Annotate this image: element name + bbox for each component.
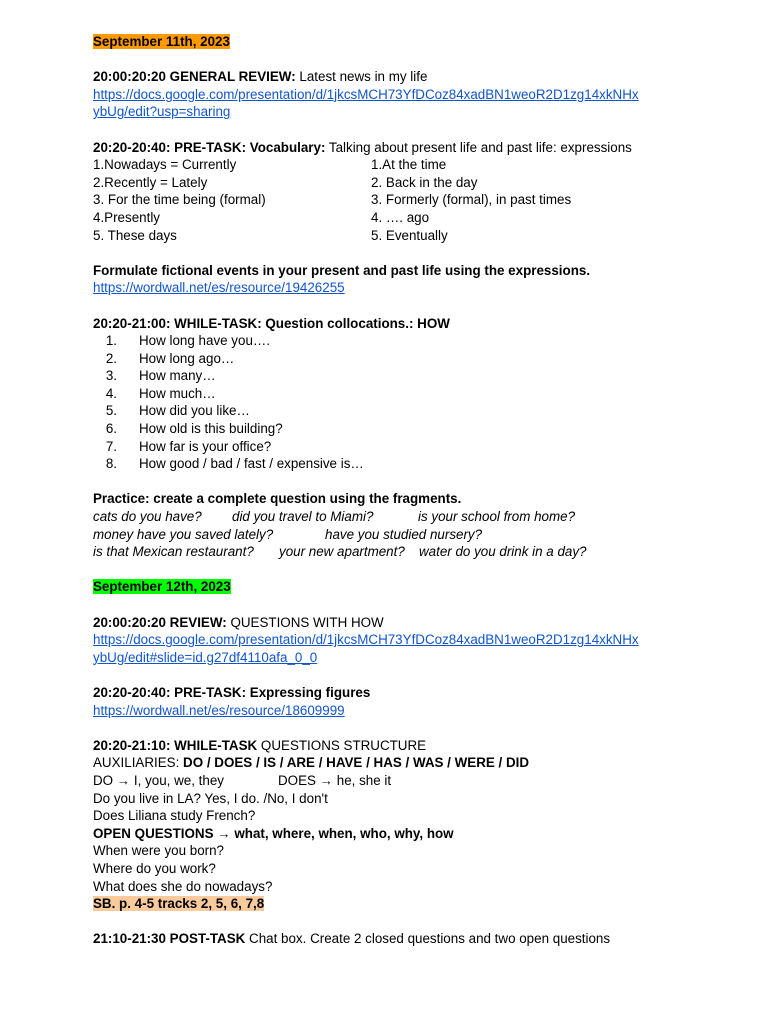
auxiliaries-row bbox=[93, 754, 733, 772]
whiletask-heading: 20:20-21:00: WHILE-TASK: Question collocations.: HOW bbox=[93, 315, 450, 331]
review-row bbox=[93, 614, 733, 632]
how-question-list bbox=[93, 332, 733, 473]
posttask-text: Chat box. Create 2 closed questions and two open questions bbox=[245, 931, 611, 947]
vocab-left-item: 2.Recently = Lately bbox=[93, 174, 208, 190]
fragment: your new apartment? bbox=[279, 544, 405, 560]
document-page bbox=[93, 33, 733, 948]
vocab-right-item: 5. Eventually bbox=[371, 227, 448, 243]
fragment: water do you drink in a day? bbox=[419, 544, 587, 560]
general-review-row bbox=[93, 68, 733, 86]
date-heading: September 11th, 2023 bbox=[93, 34, 230, 49]
list-item: 4. How much… bbox=[105, 385, 216, 401]
vocab-right-item: 1.At the time bbox=[371, 157, 447, 173]
list-item: 1. How long have you…. bbox=[105, 333, 271, 349]
pretask-heading: 20:20-20:40: PRE-TASK: Vocabulary: bbox=[93, 139, 326, 155]
whiletask-heading: 20:20-21:10: WHILE-TASK bbox=[93, 737, 258, 753]
pretask-row bbox=[93, 139, 733, 157]
example-line: Does Liliana study French? bbox=[93, 808, 256, 824]
slides-link[interactable]: https://docs.google.com/presentation/d/1jkcsMCH73YfDCoz84xadBN1weoR2D1zg14xkNHx bbox=[93, 632, 639, 648]
pretask-text: Talking about present life and past life: expressions bbox=[325, 139, 632, 155]
date-row bbox=[93, 33, 733, 51]
vocab-left-item: 1.Nowadays = Currently bbox=[93, 157, 237, 173]
review-heading: 20:00:20:20 REVIEW: bbox=[93, 614, 227, 630]
fragment: did you travel to Miami? bbox=[232, 509, 374, 525]
pretask-heading: 20:20-20:40: PRE-TASK: Expressing figures bbox=[93, 684, 371, 700]
practice-heading: Practice: create a complete question using the fragments. bbox=[93, 491, 462, 507]
example-line: What does she do nowadays? bbox=[93, 878, 273, 894]
auxiliaries-label: AUXILIARIES: bbox=[93, 755, 184, 771]
date-row bbox=[93, 578, 733, 596]
fragment-row bbox=[93, 508, 733, 526]
do-line: DO → I, you, we, they bbox=[93, 772, 224, 788]
open-questions-heading: OPEN QUESTIONS → what, where, when, who, why, how bbox=[93, 825, 454, 841]
fragment-row bbox=[93, 543, 733, 561]
general-review-heading: 20:00:20:20 GENERAL REVIEW: bbox=[93, 69, 296, 85]
sb-row bbox=[93, 895, 733, 913]
list-item: 2. How long ago… bbox=[105, 350, 235, 366]
auxiliaries-list: DO / DOES / IS / ARE / HAVE / HAS / WAS / WERE / DID bbox=[183, 755, 530, 771]
fragment: is that Mexican restaurant? bbox=[93, 544, 254, 560]
example-line: Where do you work? bbox=[93, 860, 216, 876]
whiletask-row bbox=[93, 737, 733, 755]
list-item: 5. How did you like… bbox=[105, 403, 250, 419]
fragment: money have you saved lately? bbox=[93, 526, 274, 542]
vocab-right-item: 2. Back in the day bbox=[371, 174, 478, 190]
posttask-row bbox=[93, 930, 733, 948]
example-line: When were you born? bbox=[93, 843, 225, 859]
fragment-row bbox=[93, 526, 733, 544]
list-item: 6. How old is this building? bbox=[105, 421, 283, 437]
whiletask-text: QUESTIONS STRUCTURE bbox=[257, 737, 427, 753]
list-item: 7. How far is your office? bbox=[105, 438, 272, 454]
slides-link[interactable]: https://docs.google.com/presentation/d/1jkcsMCH73YfDCoz84xadBN1weoR2D1zg14xkNHx bbox=[93, 86, 639, 102]
posttask-heading: 21:10-21:30 POST-TASK bbox=[93, 931, 246, 947]
formulate-heading: Formulate fictional events in your present and past life using the expressions. bbox=[93, 262, 591, 278]
vocab-left-item: 4.Presently bbox=[93, 209, 160, 225]
fragment: is your school from home? bbox=[418, 509, 576, 525]
wordwall-link[interactable]: https://wordwall.net/es/resource/19426255 bbox=[93, 280, 345, 296]
slides-link-cont[interactable]: ybUg/edit?usp=sharing bbox=[93, 104, 231, 120]
sb-tracks: SB. p. 4-5 tracks 2, 5, 6, 7,8 bbox=[93, 896, 265, 912]
slides-link-cont[interactable]: ybUg/edit#slide=id.g27df4110afa_0_0 bbox=[93, 649, 318, 665]
review-text: QUESTIONS WITH HOW bbox=[226, 614, 384, 630]
vocab-left-item: 5. These days bbox=[93, 227, 177, 243]
do-does-row bbox=[93, 772, 733, 790]
fragment: have you studied nursery? bbox=[325, 526, 483, 542]
vocab-right-item: 4. …. ago bbox=[371, 209, 430, 225]
vocab-right-item: 3. Formerly (formal), in past times bbox=[371, 192, 572, 208]
fragment: cats do you have? bbox=[93, 509, 202, 525]
vocab-left-item: 3. For the time being (formal) bbox=[93, 192, 266, 208]
list-item: 8. How good / bad / fast / expensive is… bbox=[105, 456, 364, 472]
example-line: Do you live in LA? Yes, I do. /No, I don't bbox=[93, 790, 328, 806]
general-review-text: Latest news in my life bbox=[295, 69, 428, 85]
does-line: DOES → he, she it bbox=[278, 772, 392, 788]
list-item: 3. How many… bbox=[105, 368, 216, 384]
date-heading: September 12th, 2023 bbox=[93, 579, 231, 595]
wordwall-link[interactable]: https://wordwall.net/es/resource/18609999 bbox=[93, 702, 345, 718]
